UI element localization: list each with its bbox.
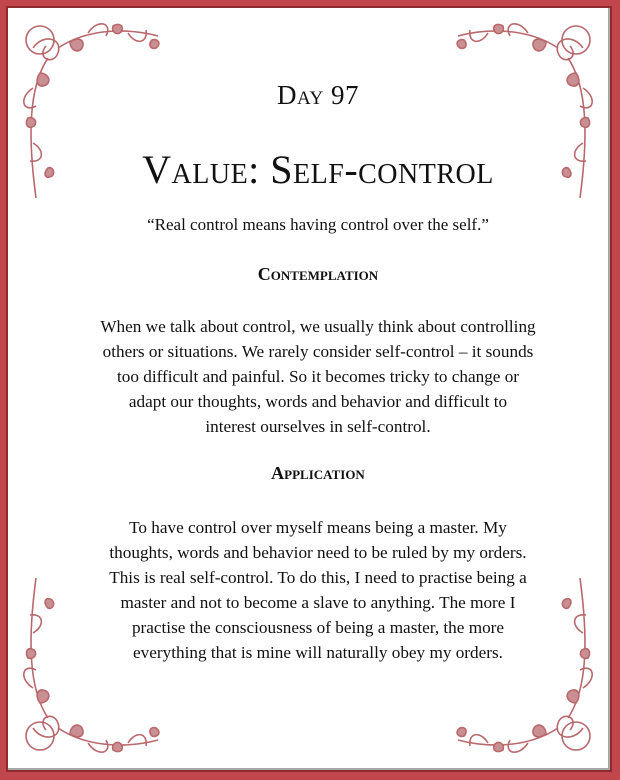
paragraph-line: others or situations. We rarely consider self-control – it sounds <box>102 342 534 361</box>
paragraph-line: everything that is mine will naturally obey my orders. <box>133 643 503 662</box>
paragraph-line: practise the consciousness of being a master, the more <box>131 618 505 637</box>
contemplation-paragraph <box>48 314 588 439</box>
paragraph-line: too difficult and painful. So it becomes tricky to change or <box>116 367 520 386</box>
paragraph-line: master and not to become a slave to anything. The more I <box>120 593 516 612</box>
paragraph-line: When we talk about control, we usually think about controlling <box>100 317 536 336</box>
day-label: Day 97 <box>277 80 359 110</box>
application-paragraph <box>48 515 588 665</box>
application-heading: Application <box>271 463 365 483</box>
paragraph-line: thoughts, words and behavior need to be ruled by my orders. <box>109 543 527 562</box>
paper <box>8 8 610 770</box>
paragraph-line: This is real self-control. To do this, I need to practise being a <box>109 568 527 587</box>
paragraph-line: adapt our thoughts, words and behavior and difficult to <box>128 392 508 411</box>
paragraph-line: To have control over myself means being a master. My <box>129 518 507 537</box>
paragraph-line: interest ourselves in self-control. <box>205 417 431 436</box>
contemplation-heading: Contemplation <box>257 264 379 284</box>
page-title: Value: Self-control <box>142 147 494 192</box>
quote: “Real control means having control over the self.” <box>147 215 489 234</box>
